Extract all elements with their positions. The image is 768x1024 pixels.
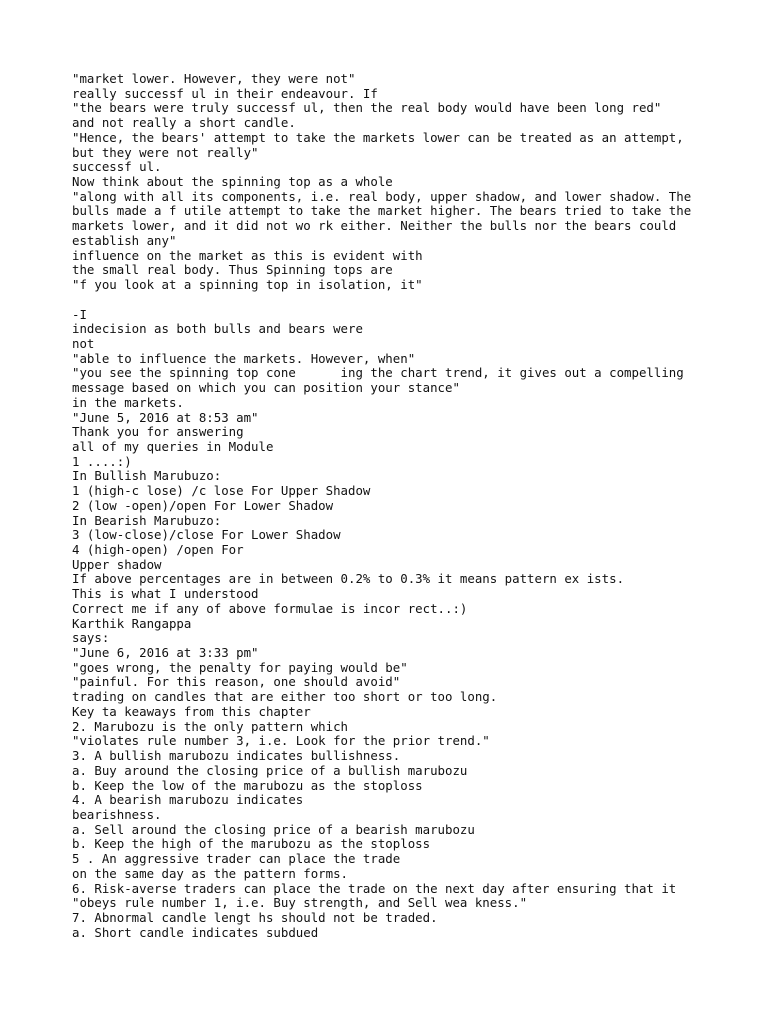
text-line: trading on candles that are either too short or too long. <box>72 689 498 705</box>
blank-line <box>72 293 732 308</box>
text-line: message based on which you can position your stance" <box>72 380 460 396</box>
text-line: says: <box>72 630 110 646</box>
text-line: 1 (high-c lose) /c lose For Upper Shadow <box>72 483 371 499</box>
text-line: 1 ....:) <box>72 453 132 469</box>
text-line: successf ul. <box>72 159 162 175</box>
text-line: If above percentages are in between 0.2% to 0.3% it means pattern ex ists. <box>72 571 625 587</box>
text-line: This is what I understood <box>72 586 259 602</box>
text-line: Now think about the spinning top as a whole <box>72 174 393 190</box>
text-line: "painful. For this reason, one should avoid" <box>72 674 401 690</box>
comment-timestamp: "June 6, 2016 at 3:33 pm" <box>72 645 259 661</box>
text-line: "the bears were truly successf ul, then the real body would have been long red" <box>72 100 662 116</box>
text-line: not <box>72 335 95 351</box>
text-line: 5 . An aggressive trader can place the trade <box>72 851 401 867</box>
text-line: a. Short candle indicates subdued <box>72 924 319 940</box>
text-line: Correct me if any of above formulae is incor rect..:) <box>72 600 468 616</box>
text-line: 3 (low-close)/close For Lower Shadow <box>72 527 341 543</box>
text-line: 7. Abnormal candle lengt hs should not be traded. <box>72 909 438 925</box>
comment-timestamp: "June 5, 2016 at 8:53 am" <box>72 409 259 425</box>
text-line: bearishness. <box>72 806 162 822</box>
section-heading: Key ta keaways from this chapter <box>72 703 311 719</box>
text-line: the small real body. Thus Spinning tops are <box>72 262 393 278</box>
text-line: In Bearish Marubuzo: <box>72 512 222 528</box>
document-page <box>72 72 732 940</box>
text-line: a. Buy around the closing price of a bullish marubozu <box>72 762 468 778</box>
text-line: b. Keep the high of the marubozu as the stoploss <box>72 836 431 852</box>
text-line: a. Sell around the closing price of a bearish marubozu <box>72 821 475 837</box>
text-line: 4. A bearish marubozu indicates <box>72 792 304 808</box>
text-line: "along with all its components, i.e. real body, upper shadow, and lower shadow. The <box>72 188 692 204</box>
text-line: 3. A bullish marubozu indicates bullishness. <box>72 748 401 764</box>
text-line: "obeys rule number 1, i.e. Buy strength, and Sell wea kness." <box>72 895 528 911</box>
text-line: 2 (low -open)/open For Lower Shadow <box>72 497 334 513</box>
text-line: in the markets. <box>72 394 184 410</box>
text-line: "goes wrong, the penalty for paying would be" <box>72 659 408 675</box>
text-line: Upper shadow <box>72 556 162 572</box>
text-line: b. Keep the low of the marubozu as the stoploss <box>72 777 423 793</box>
text-line: Thank you for answering <box>72 424 244 440</box>
text-line: really successf ul in their endeavour. If <box>72 85 378 101</box>
text-line: but they were not really" <box>72 144 259 160</box>
text-line: "f you look at a spinning top in isolation, it" <box>72 277 423 293</box>
text-line: -I <box>72 306 87 322</box>
text-line: "Hence, the bears' attempt to take the markets lower can be treated as an attempt, <box>72 129 684 145</box>
text-line: all of my queries in Module <box>72 438 274 454</box>
text-line: "able to influence the markets. However, when" <box>72 350 416 366</box>
comment-author: Karthik Rangappa <box>72 615 192 631</box>
text-line: "market lower. However, they were not" <box>72 71 356 86</box>
text-line: In Bullish Marubuzo: <box>72 468 222 484</box>
text-line: and not really a short candle. <box>72 115 296 131</box>
text-line: markets lower, and it did not wo rk either. Neither the bulls nor the bears could <box>72 218 677 234</box>
text-line: on the same day as the pattern forms. <box>72 865 349 881</box>
text-line: influence on the market as this is evident with <box>72 247 423 263</box>
text-line: "violates rule number 3, i.e. Look for the prior trend." <box>72 733 490 749</box>
text-line: establish any" <box>72 232 177 248</box>
text-line: bulls made a f utile attempt to take the market higher. The bears tried to take the <box>72 203 692 219</box>
text-line: 4 (high-open) /open For <box>72 542 244 557</box>
text-line: 6. Risk-averse traders can place the trade on the next day after ensuring that it <box>72 880 677 896</box>
text-line: "you see the spinning top cone ing the chart trend, it gives out a compelling <box>72 365 684 381</box>
text-line: 2. Marubozu is the only pattern which <box>72 718 349 734</box>
text-line: indecision as both bulls and bears were <box>72 321 363 337</box>
